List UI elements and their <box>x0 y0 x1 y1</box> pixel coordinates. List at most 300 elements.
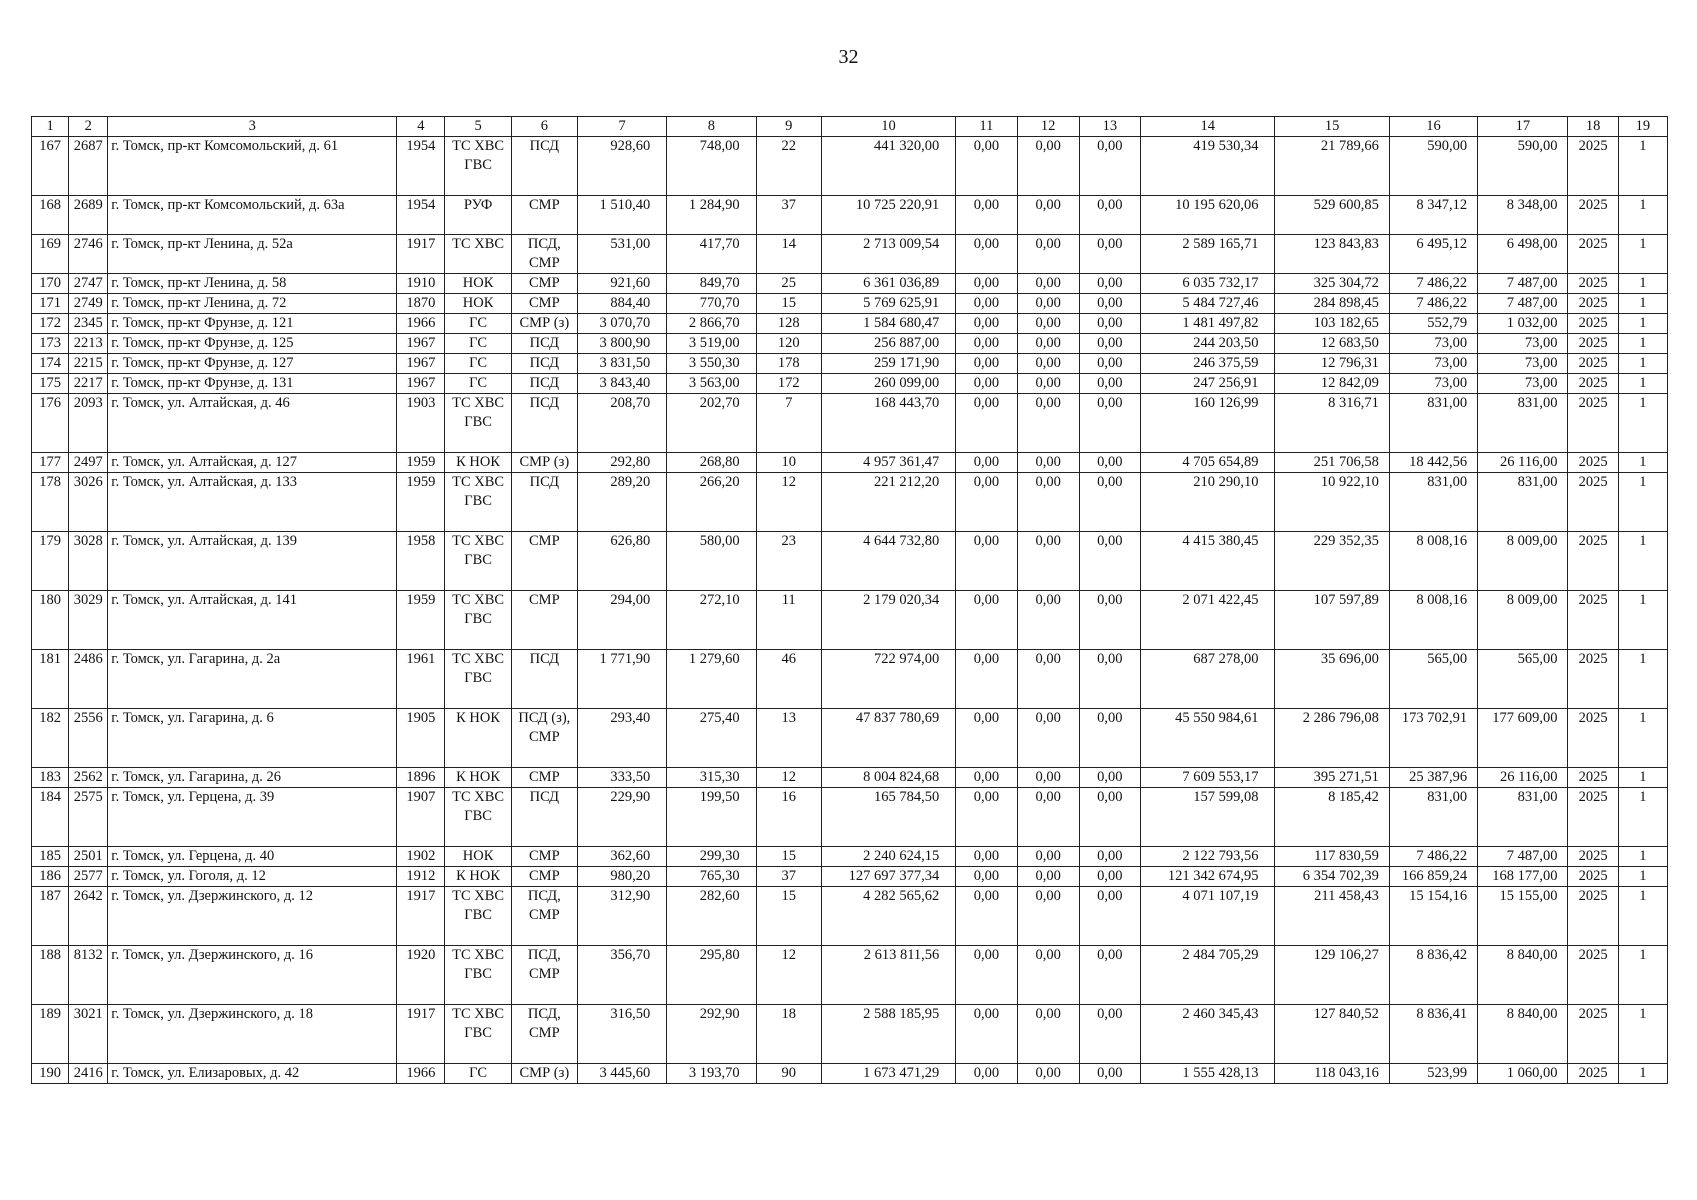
cell-house-id: 2497 <box>69 453 108 473</box>
cell-max-unit-cost: 26 116,00 <box>1478 768 1568 788</box>
cell-living-area: 268,80 <box>667 453 756 473</box>
cell-work-type: ПСД (з), СМР <box>511 709 577 768</box>
column-header: 16 <box>1389 117 1477 137</box>
cell-max-unit-cost: 177 609,00 <box>1478 709 1568 768</box>
cell-work-type: СМР (з) <box>511 453 577 473</box>
cell-row-number: 169 <box>32 235 69 274</box>
cell-cost-col-11: 0,00 <box>956 1064 1017 1084</box>
cell-priority: 1 <box>1618 532 1667 591</box>
cell-cost-col-11: 0,00 <box>956 314 1017 334</box>
cell-cost-col-12: 0,00 <box>1017 354 1079 374</box>
cell-total-area: 289,20 <box>577 473 666 532</box>
column-header: 3 <box>108 117 397 137</box>
cell-system-type: К НОК <box>445 768 511 788</box>
cell-total-area: 626,80 <box>577 532 666 591</box>
cell-house-id: 2093 <box>69 394 108 453</box>
cell-row-number: 189 <box>32 1005 69 1064</box>
cell-cost-col-11: 0,00 <box>956 532 1017 591</box>
cell-cost-col-14: 247 256,91 <box>1140 374 1274 394</box>
column-header: 2 <box>69 117 108 137</box>
cell-unit-cost: 8 008,16 <box>1389 532 1477 591</box>
cell-cost-col-13: 0,00 <box>1079 887 1140 946</box>
cell-plan-year: 2025 <box>1568 334 1618 354</box>
cell-row-number: 176 <box>32 394 69 453</box>
cell-system-type: НОК <box>445 847 511 867</box>
cell-work-type: ПСД <box>511 394 577 453</box>
cell-build-year: 1958 <box>397 532 445 591</box>
cell-residents: 22 <box>756 137 821 196</box>
cell-cost-col-15: 127 840,52 <box>1275 1005 1389 1064</box>
cell-row-number: 180 <box>32 591 69 650</box>
cell-total-area: 293,40 <box>577 709 666 768</box>
table-row <box>32 887 1668 946</box>
cell-cost-col-12: 0,00 <box>1017 768 1079 788</box>
cell-cost-col-11: 0,00 <box>956 453 1017 473</box>
cell-house-id: 2687 <box>69 137 108 196</box>
cell-cost-col-12: 0,00 <box>1017 946 1079 1005</box>
cell-work-type: СМР <box>511 768 577 788</box>
cell-total-cost: 4 957 361,47 <box>821 453 955 473</box>
cell-residents: 46 <box>756 650 821 709</box>
cell-house-id: 2215 <box>69 354 108 374</box>
cell-build-year: 1912 <box>397 867 445 887</box>
cell-living-area: 275,40 <box>667 709 756 768</box>
cell-max-unit-cost: 7 487,00 <box>1478 847 1568 867</box>
cell-cost-col-13: 0,00 <box>1079 235 1140 274</box>
cell-cost-col-15: 395 271,51 <box>1275 768 1389 788</box>
table-row <box>32 788 1668 847</box>
table-row <box>32 1064 1668 1084</box>
cell-total-area: 208,70 <box>577 394 666 453</box>
header-row <box>32 117 1668 137</box>
cell-cost-col-13: 0,00 <box>1079 867 1140 887</box>
cell-total-cost: 168 443,70 <box>821 394 955 453</box>
cell-total-area: 884,40 <box>577 294 666 314</box>
cell-row-number: 190 <box>32 1064 69 1084</box>
cell-living-area: 202,70 <box>667 394 756 453</box>
table-row <box>32 235 1668 274</box>
cell-unit-cost: 831,00 <box>1389 473 1477 532</box>
cell-total-cost: 4 644 732,80 <box>821 532 955 591</box>
cell-address: г. Томск, пр-кт Комсомольский, д. 63а <box>108 196 397 235</box>
cell-priority: 1 <box>1618 137 1667 196</box>
cell-address: г. Томск, ул. Алтайская, д. 139 <box>108 532 397 591</box>
cell-cost-col-15: 107 597,89 <box>1275 591 1389 650</box>
cell-cost-col-12: 0,00 <box>1017 137 1079 196</box>
cell-total-cost: 4 282 565,62 <box>821 887 955 946</box>
cell-cost-col-13: 0,00 <box>1079 354 1140 374</box>
cell-work-type: СМР <box>511 591 577 650</box>
cell-residents: 14 <box>756 235 821 274</box>
cell-address: г. Томск, пр-кт Ленина, д. 58 <box>108 274 397 294</box>
cell-cost-col-13: 0,00 <box>1079 591 1140 650</box>
cell-total-cost: 221 212,20 <box>821 473 955 532</box>
cell-system-type: ГС <box>445 354 511 374</box>
cell-cost-col-14: 244 203,50 <box>1140 334 1274 354</box>
cell-address: г. Томск, ул. Герцена, д. 39 <box>108 788 397 847</box>
table-row <box>32 650 1668 709</box>
cell-system-type: ТС ХВС ГВС <box>445 650 511 709</box>
cell-priority: 1 <box>1618 591 1667 650</box>
cell-residents: 90 <box>756 1064 821 1084</box>
cell-residents: 128 <box>756 314 821 334</box>
cell-living-area: 1 279,60 <box>667 650 756 709</box>
cell-living-area: 417,70 <box>667 235 756 274</box>
cell-priority: 1 <box>1618 768 1667 788</box>
cell-address: г. Томск, пр-кт Ленина, д. 72 <box>108 294 397 314</box>
cell-plan-year: 2025 <box>1568 294 1618 314</box>
cell-system-type: ТС ХВС ГВС <box>445 473 511 532</box>
cell-address: г. Томск, ул. Гагарина, д. 26 <box>108 768 397 788</box>
cell-total-cost: 2 240 624,15 <box>821 847 955 867</box>
cell-cost-col-12: 0,00 <box>1017 453 1079 473</box>
cell-unit-cost: 8 836,41 <box>1389 1005 1477 1064</box>
cell-work-type: СМР <box>511 294 577 314</box>
cell-cost-col-13: 0,00 <box>1079 473 1140 532</box>
cell-cost-col-14: 4 071 107,19 <box>1140 887 1274 946</box>
cell-house-id: 2749 <box>69 294 108 314</box>
cell-house-id: 2213 <box>69 334 108 354</box>
cell-row-number: 174 <box>32 354 69 374</box>
cell-row-number: 178 <box>32 473 69 532</box>
cell-cost-col-13: 0,00 <box>1079 847 1140 867</box>
cell-living-area: 266,20 <box>667 473 756 532</box>
cell-max-unit-cost: 8 009,00 <box>1478 532 1568 591</box>
cell-unit-cost: 590,00 <box>1389 137 1477 196</box>
cell-max-unit-cost: 590,00 <box>1478 137 1568 196</box>
column-header: 19 <box>1618 117 1667 137</box>
cell-address: г. Томск, ул. Дзержинского, д. 12 <box>108 887 397 946</box>
cell-cost-col-15: 8 185,42 <box>1275 788 1389 847</box>
cell-cost-col-13: 0,00 <box>1079 1064 1140 1084</box>
cell-priority: 1 <box>1618 374 1667 394</box>
cell-work-type: ПСД <box>511 788 577 847</box>
cell-row-number: 187 <box>32 887 69 946</box>
cell-build-year: 1902 <box>397 847 445 867</box>
cell-house-id: 2217 <box>69 374 108 394</box>
register-table <box>31 116 1668 1084</box>
cell-cost-col-11: 0,00 <box>956 650 1017 709</box>
cell-build-year: 1917 <box>397 1005 445 1064</box>
cell-unit-cost: 7 486,22 <box>1389 847 1477 867</box>
cell-priority: 1 <box>1618 354 1667 374</box>
cell-work-type: СМР <box>511 847 577 867</box>
column-header: 1 <box>32 117 69 137</box>
cell-plan-year: 2025 <box>1568 394 1618 453</box>
cell-cost-col-11: 0,00 <box>956 274 1017 294</box>
cell-build-year: 1917 <box>397 235 445 274</box>
cell-system-type: НОК <box>445 274 511 294</box>
cell-unit-cost: 7 486,22 <box>1389 294 1477 314</box>
cell-house-id: 3028 <box>69 532 108 591</box>
cell-build-year: 1959 <box>397 591 445 650</box>
cell-cost-col-14: 121 342 674,95 <box>1140 867 1274 887</box>
cell-plan-year: 2025 <box>1568 473 1618 532</box>
cell-cost-col-14: 6 035 732,17 <box>1140 274 1274 294</box>
cell-unit-cost: 6 495,12 <box>1389 235 1477 274</box>
cell-residents: 172 <box>756 374 821 394</box>
cell-house-id: 2501 <box>69 847 108 867</box>
cell-build-year: 1954 <box>397 196 445 235</box>
cell-address: г. Томск, ул. Гоголя, д. 12 <box>108 867 397 887</box>
cell-plan-year: 2025 <box>1568 709 1618 768</box>
cell-cost-col-13: 0,00 <box>1079 294 1140 314</box>
cell-work-type: ПСД, СМР <box>511 1005 577 1064</box>
cell-priority: 1 <box>1618 334 1667 354</box>
cell-total-area: 362,60 <box>577 847 666 867</box>
cell-total-area: 312,90 <box>577 887 666 946</box>
cell-cost-col-11: 0,00 <box>956 473 1017 532</box>
table-row <box>32 1005 1668 1064</box>
cell-living-area: 580,00 <box>667 532 756 591</box>
cell-max-unit-cost: 8 840,00 <box>1478 946 1568 1005</box>
column-header: 7 <box>577 117 666 137</box>
cell-house-id: 8132 <box>69 946 108 1005</box>
cell-house-id: 2747 <box>69 274 108 294</box>
cell-max-unit-cost: 73,00 <box>1478 374 1568 394</box>
cell-build-year: 1959 <box>397 453 445 473</box>
cell-build-year: 1954 <box>397 137 445 196</box>
cell-work-type: ПСД <box>511 650 577 709</box>
cell-work-type: ПСД, СМР <box>511 235 577 274</box>
cell-max-unit-cost: 8 009,00 <box>1478 591 1568 650</box>
cell-cost-col-15: 117 830,59 <box>1275 847 1389 867</box>
cell-cost-col-12: 0,00 <box>1017 274 1079 294</box>
cell-total-area: 980,20 <box>577 867 666 887</box>
cell-living-area: 3 550,30 <box>667 354 756 374</box>
cell-max-unit-cost: 831,00 <box>1478 394 1568 453</box>
cell-system-type: К НОК <box>445 453 511 473</box>
cell-unit-cost: 15 154,16 <box>1389 887 1477 946</box>
cell-plan-year: 2025 <box>1568 847 1618 867</box>
cell-cost-col-12: 0,00 <box>1017 374 1079 394</box>
table-row <box>32 867 1668 887</box>
cell-work-type: СМР <box>511 867 577 887</box>
cell-total-cost: 260 099,00 <box>821 374 955 394</box>
cell-plan-year: 2025 <box>1568 788 1618 847</box>
cell-total-area: 3 445,60 <box>577 1064 666 1084</box>
cell-cost-col-11: 0,00 <box>956 788 1017 847</box>
cell-cost-col-14: 7 609 553,17 <box>1140 768 1274 788</box>
table-row <box>32 532 1668 591</box>
cell-cost-col-12: 0,00 <box>1017 334 1079 354</box>
cell-cost-col-13: 0,00 <box>1079 1005 1140 1064</box>
cell-house-id: 2575 <box>69 788 108 847</box>
cell-living-area: 3 563,00 <box>667 374 756 394</box>
cell-build-year: 1967 <box>397 334 445 354</box>
cell-work-type: ПСД <box>511 374 577 394</box>
cell-unit-cost: 166 859,24 <box>1389 867 1477 887</box>
cell-max-unit-cost: 6 498,00 <box>1478 235 1568 274</box>
cell-cost-col-11: 0,00 <box>956 294 1017 314</box>
cell-total-cost: 127 697 377,34 <box>821 867 955 887</box>
cell-priority: 1 <box>1618 709 1667 768</box>
cell-cost-col-11: 0,00 <box>956 709 1017 768</box>
cell-house-id: 2689 <box>69 196 108 235</box>
cell-house-id: 3026 <box>69 473 108 532</box>
cell-cost-col-15: 123 843,83 <box>1275 235 1389 274</box>
cell-cost-col-14: 160 126,99 <box>1140 394 1274 453</box>
cell-priority: 1 <box>1618 788 1667 847</box>
cell-total-area: 3 843,40 <box>577 374 666 394</box>
cell-cost-col-12: 0,00 <box>1017 591 1079 650</box>
cell-living-area: 1 284,90 <box>667 196 756 235</box>
cell-build-year: 1967 <box>397 374 445 394</box>
cell-residents: 178 <box>756 354 821 374</box>
cell-total-cost: 256 887,00 <box>821 334 955 354</box>
cell-address: г. Томск, ул. Герцена, д. 40 <box>108 847 397 867</box>
cell-system-type: ГС <box>445 334 511 354</box>
cell-row-number: 167 <box>32 137 69 196</box>
cell-cost-col-15: 6 354 702,39 <box>1275 867 1389 887</box>
cell-residents: 12 <box>756 768 821 788</box>
cell-cost-col-12: 0,00 <box>1017 1064 1079 1084</box>
cell-cost-col-14: 246 375,59 <box>1140 354 1274 374</box>
cell-living-area: 199,50 <box>667 788 756 847</box>
cell-system-type: ГС <box>445 1064 511 1084</box>
cell-plan-year: 2025 <box>1568 1064 1618 1084</box>
cell-build-year: 1910 <box>397 274 445 294</box>
cell-living-area: 292,90 <box>667 1005 756 1064</box>
cell-system-type: ТС ХВС ГВС <box>445 137 511 196</box>
cell-build-year: 1966 <box>397 1064 445 1084</box>
cell-plan-year: 2025 <box>1568 887 1618 946</box>
cell-build-year: 1870 <box>397 294 445 314</box>
cell-cost-col-13: 0,00 <box>1079 946 1140 1005</box>
cell-house-id: 2746 <box>69 235 108 274</box>
cell-unit-cost: 73,00 <box>1389 374 1477 394</box>
cell-cost-col-12: 0,00 <box>1017 473 1079 532</box>
cell-address: г. Томск, пр-кт Ленина, д. 52а <box>108 235 397 274</box>
cell-cost-col-12: 0,00 <box>1017 1005 1079 1064</box>
cell-cost-col-14: 10 195 620,06 <box>1140 196 1274 235</box>
cell-system-type: ТС ХВС <box>445 235 511 274</box>
cell-row-number: 168 <box>32 196 69 235</box>
cell-total-area: 3 070,70 <box>577 314 666 334</box>
cell-cost-col-14: 210 290,10 <box>1140 473 1274 532</box>
cell-unit-cost: 8 008,16 <box>1389 591 1477 650</box>
cell-residents: 12 <box>756 473 821 532</box>
cell-max-unit-cost: 8 840,00 <box>1478 1005 1568 1064</box>
cell-total-cost: 259 171,90 <box>821 354 955 374</box>
cell-build-year: 1959 <box>397 473 445 532</box>
cell-cost-col-15: 12 842,09 <box>1275 374 1389 394</box>
cell-cost-col-15: 12 796,31 <box>1275 354 1389 374</box>
cell-system-type: ГС <box>445 314 511 334</box>
cell-cost-col-12: 0,00 <box>1017 294 1079 314</box>
cell-work-type: ПСД <box>511 334 577 354</box>
cell-unit-cost: 73,00 <box>1389 334 1477 354</box>
cell-cost-col-13: 0,00 <box>1079 334 1140 354</box>
cell-cost-col-14: 2 589 165,71 <box>1140 235 1274 274</box>
cell-priority: 1 <box>1618 847 1667 867</box>
cell-plan-year: 2025 <box>1568 453 1618 473</box>
cell-priority: 1 <box>1618 650 1667 709</box>
cell-total-area: 531,00 <box>577 235 666 274</box>
cell-cost-col-15: 211 458,43 <box>1275 887 1389 946</box>
cell-total-area: 356,70 <box>577 946 666 1005</box>
table-row <box>32 847 1668 867</box>
cell-unit-cost: 523,99 <box>1389 1064 1477 1084</box>
cell-cost-col-15: 103 182,65 <box>1275 314 1389 334</box>
cell-total-cost: 722 974,00 <box>821 650 955 709</box>
cell-total-cost: 1 673 471,29 <box>821 1064 955 1084</box>
cell-cost-col-11: 0,00 <box>956 887 1017 946</box>
cell-total-cost: 5 769 625,91 <box>821 294 955 314</box>
cell-plan-year: 2025 <box>1568 867 1618 887</box>
cell-cost-col-15: 251 706,58 <box>1275 453 1389 473</box>
cell-residents: 13 <box>756 709 821 768</box>
table-row <box>32 137 1668 196</box>
cell-living-area: 272,10 <box>667 591 756 650</box>
cell-row-number: 184 <box>32 788 69 847</box>
cell-unit-cost: 8 347,12 <box>1389 196 1477 235</box>
cell-system-type: ТС ХВС ГВС <box>445 394 511 453</box>
cell-residents: 10 <box>756 453 821 473</box>
table-row <box>32 394 1668 453</box>
cell-total-area: 1 510,40 <box>577 196 666 235</box>
cell-cost-col-14: 2 071 422,45 <box>1140 591 1274 650</box>
table-row <box>32 314 1668 334</box>
column-header: 4 <box>397 117 445 137</box>
cell-cost-col-13: 0,00 <box>1079 788 1140 847</box>
column-header: 12 <box>1017 117 1079 137</box>
cell-unit-cost: 173 702,91 <box>1389 709 1477 768</box>
cell-living-area: 3 193,70 <box>667 1064 756 1084</box>
cell-total-area: 333,50 <box>577 768 666 788</box>
cell-row-number: 172 <box>32 314 69 334</box>
cell-living-area: 2 866,70 <box>667 314 756 334</box>
cell-cost-col-14: 1 555 428,13 <box>1140 1064 1274 1084</box>
cell-unit-cost: 8 836,42 <box>1389 946 1477 1005</box>
cell-unit-cost: 831,00 <box>1389 394 1477 453</box>
cell-plan-year: 2025 <box>1568 768 1618 788</box>
cell-residents: 11 <box>756 591 821 650</box>
cell-cost-col-11: 0,00 <box>956 847 1017 867</box>
cell-unit-cost: 7 486,22 <box>1389 274 1477 294</box>
cell-row-number: 175 <box>32 374 69 394</box>
cell-address: г. Томск, пр-кт Фрунзе, д. 125 <box>108 334 397 354</box>
cell-row-number: 188 <box>32 946 69 1005</box>
cell-residents: 120 <box>756 334 821 354</box>
cell-cost-col-14: 2 460 345,43 <box>1140 1005 1274 1064</box>
cell-total-cost: 2 588 185,95 <box>821 1005 955 1064</box>
cell-total-cost: 441 320,00 <box>821 137 955 196</box>
cell-address: г. Томск, ул. Алтайская, д. 133 <box>108 473 397 532</box>
cell-cost-col-11: 0,00 <box>956 1005 1017 1064</box>
cell-cost-col-12: 0,00 <box>1017 788 1079 847</box>
cell-residents: 25 <box>756 274 821 294</box>
cell-plan-year: 2025 <box>1568 650 1618 709</box>
cell-priority: 1 <box>1618 274 1667 294</box>
column-header: 14 <box>1140 117 1274 137</box>
column-header: 10 <box>821 117 955 137</box>
cell-max-unit-cost: 7 487,00 <box>1478 274 1568 294</box>
column-header: 13 <box>1079 117 1140 137</box>
cell-max-unit-cost: 565,00 <box>1478 650 1568 709</box>
cell-residents: 18 <box>756 1005 821 1064</box>
cell-build-year: 1903 <box>397 394 445 453</box>
cell-work-type: ПСД <box>511 473 577 532</box>
table-row <box>32 453 1668 473</box>
cell-total-area: 229,90 <box>577 788 666 847</box>
column-header: 11 <box>956 117 1017 137</box>
cell-cost-col-12: 0,00 <box>1017 887 1079 946</box>
cell-living-area: 765,30 <box>667 867 756 887</box>
cell-max-unit-cost: 8 348,00 <box>1478 196 1568 235</box>
cell-plan-year: 2025 <box>1568 946 1618 1005</box>
cell-house-id: 2642 <box>69 887 108 946</box>
